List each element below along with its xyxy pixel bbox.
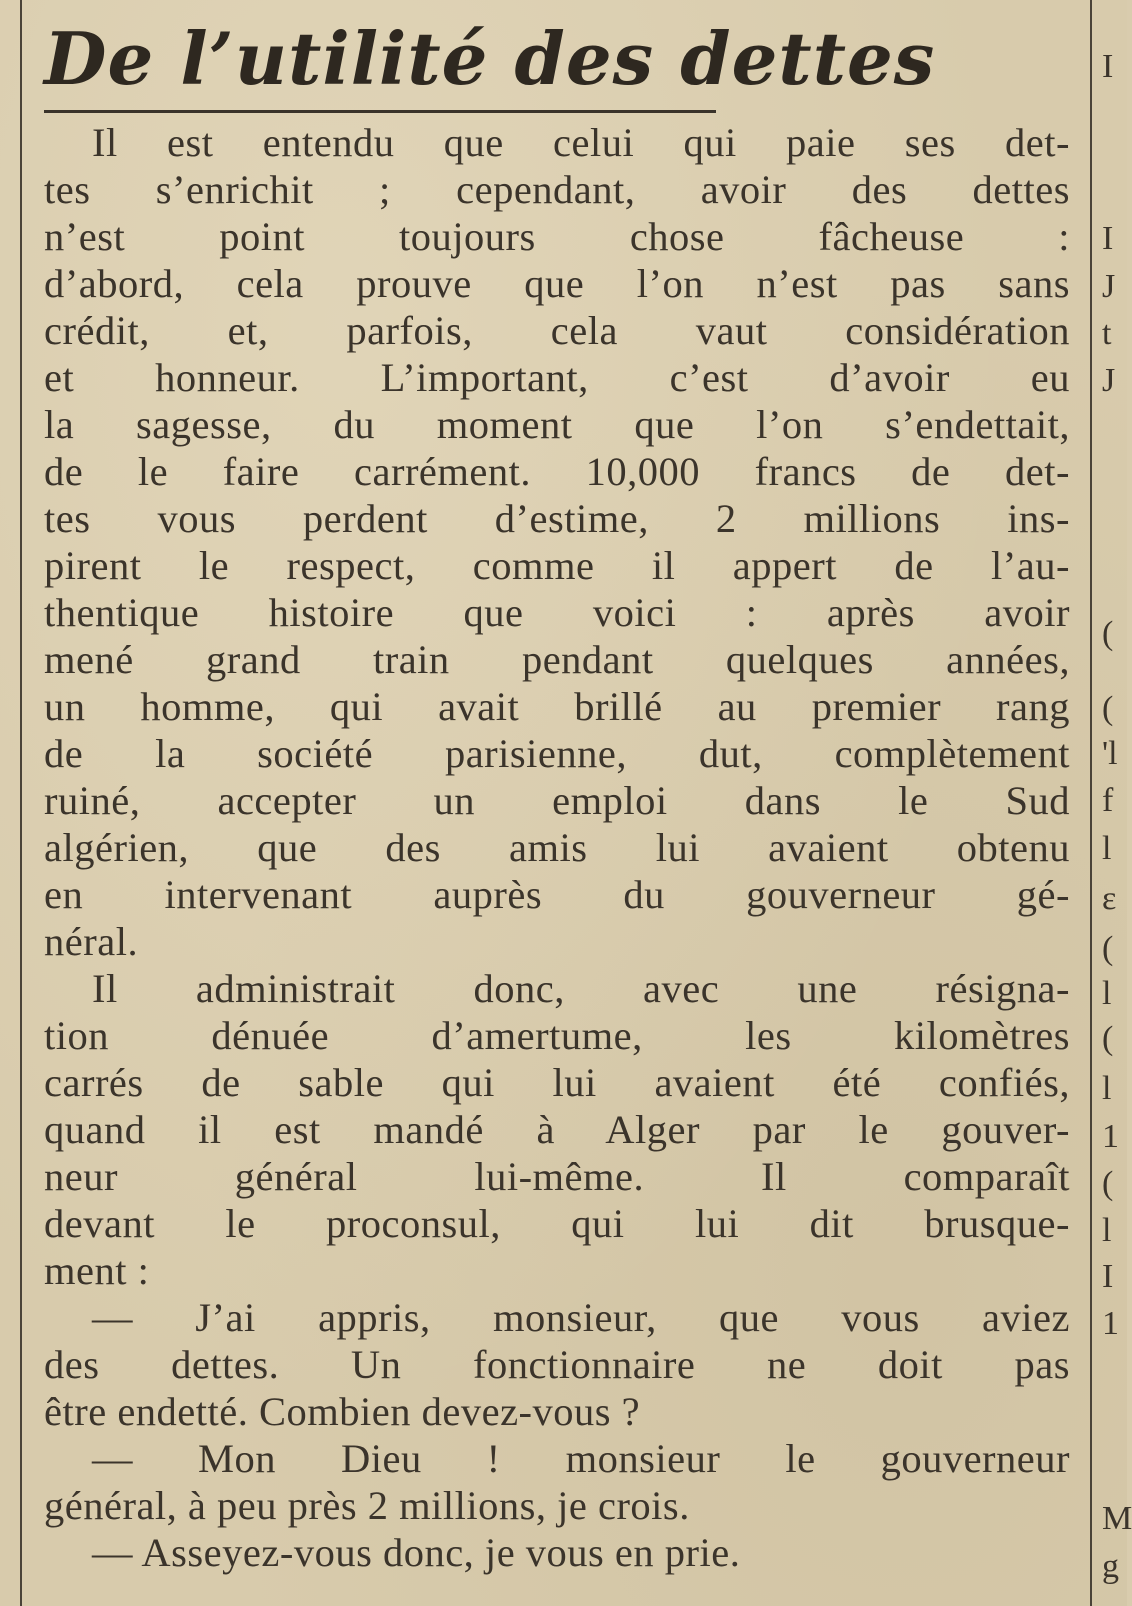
fragment: 1 <box>1102 1305 1119 1342</box>
fragment: I <box>1102 1258 1114 1295</box>
text-line: tes s’enrichit ; cependant, avoir des dettes <box>44 167 1070 212</box>
text-line: la sagesse, du moment que l’on s’endettait, <box>44 402 1070 447</box>
column-rule-right <box>1090 0 1092 1606</box>
fragment: ( <box>1102 615 1114 652</box>
text-line: et honneur. L’important, c’est d’avoir eu <box>44 355 1070 400</box>
text-line: mené grand train pendant quelques années, <box>44 637 1070 682</box>
dialogue-2 <box>44 1435 1070 1529</box>
fragment: ( <box>1102 690 1114 727</box>
text-line: algérien, que des amis lui avaient obtenu <box>44 825 1070 870</box>
fragment: t <box>1102 315 1112 352</box>
dialogue-1 <box>44 1294 1070 1435</box>
text-line: d’abord, cela prouve que l’on n’est pas sans <box>44 261 1070 306</box>
text-line: — Mon Dieu ! monsieur le gouverneur <box>92 1436 1070 1481</box>
fragment: ( <box>1102 1165 1114 1202</box>
text-line: tion dénuée d’amertume, les kilomètres <box>44 1013 1070 1058</box>
fragment: l <box>1102 1070 1112 1107</box>
fragment: l <box>1102 830 1112 867</box>
text-line: des dettes. Un fonctionnaire ne doit pas <box>44 1342 1070 1387</box>
text-line: être endetté. Combien devez-vous ? <box>44 1389 641 1434</box>
text-line: thentique histoire que voici : après avoir <box>44 590 1070 635</box>
text-line: général, à peu près 2 millions, je crois. <box>44 1483 690 1528</box>
fragment: 'l <box>1102 735 1118 772</box>
article-column <box>44 14 1070 1576</box>
text-line: un homme, qui avait brillé au premier rang <box>44 684 1070 729</box>
fragment: J <box>1102 362 1116 399</box>
text-line: ment : <box>44 1248 150 1293</box>
text-line: crédit, et, parfois, cela vaut considération <box>44 308 1070 353</box>
fragment: ( <box>1102 1020 1114 1057</box>
text-line: quand il est mandé à Alger par le gouver- <box>44 1107 1070 1152</box>
text-line: Il administrait donc, avec une résigna- <box>92 966 1070 1011</box>
text-line: Il est entendu que celui qui paie ses det- <box>92 120 1070 165</box>
text-line: — Asseyez-vous donc, je vous en prie. <box>92 1530 741 1575</box>
adjacent-column-fragments <box>1098 0 1132 1606</box>
article-title: De l’utilité des dettes <box>44 16 936 101</box>
paragraph-1 <box>44 119 1070 965</box>
fragment: I <box>1102 220 1114 257</box>
text-line: de la société parisienne, dut, complètement <box>44 731 1070 776</box>
fragment: 1 <box>1102 1118 1119 1155</box>
fragment: M <box>1102 1500 1132 1537</box>
paragraph-2 <box>44 965 1070 1294</box>
text-line: — J’ai appris, monsieur, que vous aviez <box>92 1295 1070 1340</box>
text-line: n’est point toujours chose fâcheuse : <box>44 214 1070 259</box>
text-line: de le faire carrément. 10,000 francs de det- <box>44 449 1070 494</box>
fragment: l <box>1102 975 1112 1012</box>
text-line: en intervenant auprès du gouverneur gé- <box>44 872 1070 917</box>
text-line: ruiné, accepter un emploi dans le Sud <box>44 778 1070 823</box>
title-underline <box>44 110 716 113</box>
text-line: néral. <box>44 919 139 964</box>
dialogue-3 <box>44 1529 1070 1576</box>
text-line: devant le proconsul, qui lui dit brusque- <box>44 1201 1070 1246</box>
text-line: pirent le respect, comme il appert de l’au- <box>44 543 1070 588</box>
column-rule-left <box>20 0 22 1606</box>
fragment: l <box>1102 1212 1112 1249</box>
text-line: neur général lui-même. Il comparaît <box>44 1154 1070 1199</box>
text-line: tes vous perdent d’estime, 2 millions ins- <box>44 496 1070 541</box>
fragment: I <box>1102 48 1114 85</box>
fragment: J <box>1102 268 1116 305</box>
fragment: g <box>1102 1548 1119 1585</box>
fragment: f <box>1102 782 1114 819</box>
fragment: ( <box>1102 930 1114 967</box>
fragment: ε <box>1102 880 1117 917</box>
text-line: carrés de sable qui lui avaient été confiés, <box>44 1060 1070 1105</box>
